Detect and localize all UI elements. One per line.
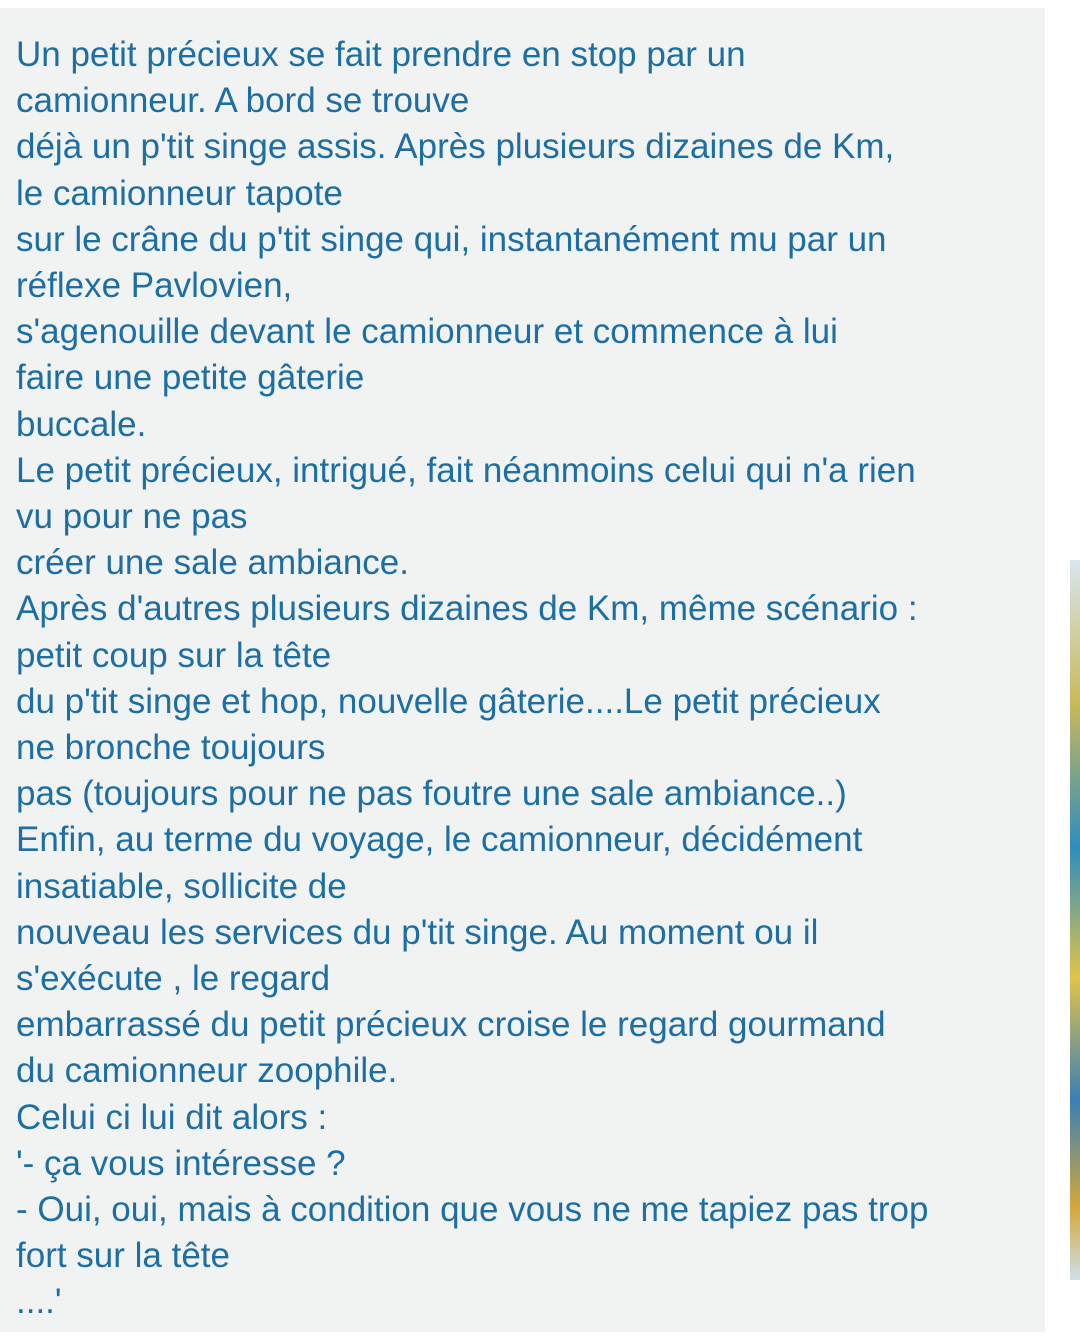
message-line-15: du p'tit singe et hop, nouvelle gâterie....Le petit précieux [16, 681, 881, 721]
message-line-6: réflexe Pavlovien, [16, 266, 293, 306]
message-line-23: du camionneur zoophile. [16, 1051, 398, 1091]
message-line-20: nouveau les services du p'tit singe. Au moment ou il [16, 912, 819, 952]
message-line-28: ....' [16, 1282, 62, 1322]
message-line-5: sur le crâne du p'tit singe qui, instantanément mu par un [16, 219, 887, 259]
message-line-26: - Oui, oui, mais à condition que vous ne me tapiez pas trop [16, 1190, 929, 1230]
background-image-edge [1070, 560, 1080, 1280]
message-line-19: insatiable, sollicite de [16, 866, 347, 906]
message-line-25: '- ça vous intéresse ? [16, 1143, 346, 1183]
message-line-24: Celui ci lui dit alors : [16, 1097, 328, 1137]
message-line-3: déjà un p'tit singe assis. Après plusieurs dizaines de Km, [16, 127, 895, 167]
message-line-13: Après d'autres plusieurs dizaines de Km, même scénario : [16, 589, 918, 629]
message-line-7: s'agenouille devant le camionneur et commence à lui [16, 312, 838, 352]
message-bubble[interactable] [0, 8, 1045, 1332]
message-line-21: s'exécute , le regard [16, 959, 331, 999]
message-line-22: embarrassé du petit précieux croise le regard gourmand [16, 1005, 886, 1045]
message-line-4: le camionneur tapote [16, 173, 343, 213]
message-line-17: pas (toujours pour ne pas foutre une sale ambiance..) [16, 774, 847, 814]
message-line-12: créer une sale ambiance. [16, 543, 409, 583]
message-line-11: vu pour ne pas [16, 497, 248, 537]
message-line-16: ne bronche toujours [16, 728, 326, 768]
message-line-27: fort sur la tête [16, 1236, 230, 1276]
message-line-18: Enfin, au terme du voyage, le camionneur, décidément [16, 820, 863, 860]
message-line-9: buccale. [16, 404, 147, 444]
message-line-8: faire une petite gâterie [16, 358, 365, 398]
message-line-1: Un petit précieux se fait prendre en stop par un [16, 35, 746, 74]
message-line-2: camionneur. A bord se trouve [16, 81, 470, 121]
message-line-10: Le petit précieux, intrigué, fait néanmoins celui qui n'a rien [16, 450, 916, 490]
message-line-14: petit coup sur la tête [16, 635, 332, 675]
